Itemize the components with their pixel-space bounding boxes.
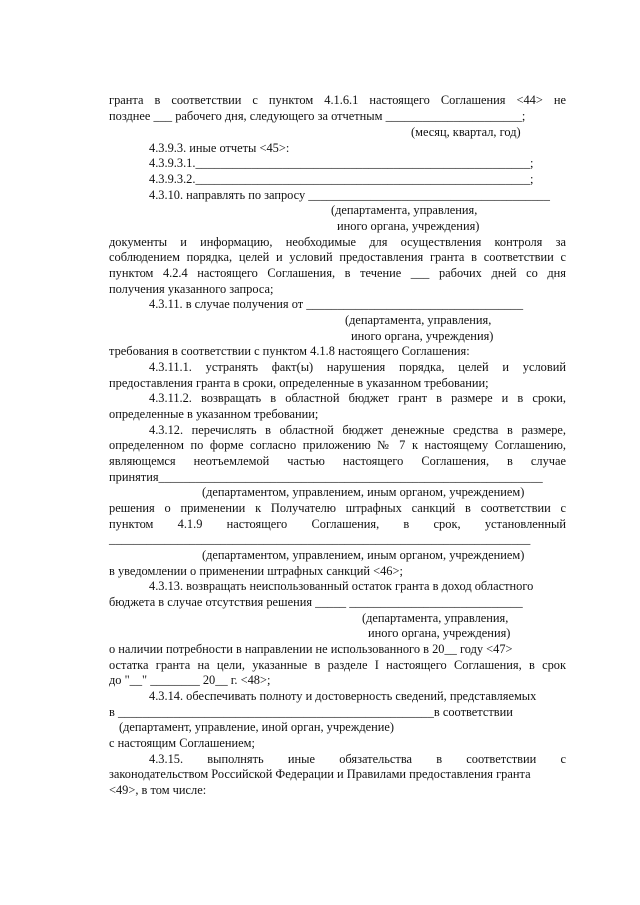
text-line: документы и информацию, необходимые для осуществления контроля за	[109, 235, 566, 249]
text-line: 4.3.14. обеспечивать полноту и достоверность сведений, представляемых	[149, 689, 537, 703]
text-line: пунктом 4.1.9 настоящего Соглашения, в срок, установленный	[109, 517, 566, 531]
text-line: с настоящим Соглашением;	[109, 736, 255, 750]
caption-line: (месяц, квартал, год)	[411, 125, 521, 139]
text-line: предоставления гранта в сроки, определенные в указанном требовании;	[109, 376, 489, 390]
text-line: 4.3.9.3.1.______________________________________________________;	[149, 156, 534, 170]
text-line: <49>, в том числе:	[109, 783, 207, 797]
caption-line: иного органа, учреждения)	[337, 219, 480, 233]
text-line: определенном по форме согласно приложению № 7 к настоящему Соглашению,	[109, 438, 566, 452]
caption-line: иного органа, учреждения)	[368, 626, 511, 640]
text-line: 4.3.15. выполнять иные обязательства в соответствии с	[149, 752, 566, 766]
text-line: остатка гранта на цели, указанные в разделе I настоящего Соглашения, в срок	[109, 658, 566, 672]
caption-line: (департамента, управления,	[362, 611, 509, 625]
caption-line: (департамента, управления,	[345, 313, 492, 327]
text-line: 4.3.13. возвращать неиспользованный остаток гранта в доход областного	[149, 579, 534, 593]
text-line: 4.3.11.1. устранять факт(ы) нарушения порядка, целей и условий	[149, 360, 566, 374]
caption-line: (департамент, управление, иной орган, учреждение)	[119, 720, 395, 734]
caption-line: (департаментом, управлением, иным органом, учреждением)	[202, 485, 525, 499]
text-line: бюджета в случае отсутствия решения _____ ____________________________	[109, 595, 523, 609]
text-line: позднее ___ рабочего дня, следующего за отчетным ______________________;	[109, 109, 526, 123]
text-line: соблюдением порядка, целей и условий предоставления гранта в соответствии с	[109, 250, 566, 264]
text-line: 4.3.12. перечислять в областной бюджет денежные средства в размере,	[149, 423, 566, 437]
text-line: требования в соответствии с пунктом 4.1.8 настоящего Соглашения:	[109, 344, 470, 358]
text-line: в уведомлении о применении штрафных санкций <46>;	[109, 564, 403, 578]
caption-line: (департаментом, управлением, иным органом, учреждением)	[202, 548, 525, 562]
text-line: гранта в соответствии с пунктом 4.1.6.1 настоящего Соглашения <44> не	[109, 93, 566, 107]
text-line: о наличии потребности в направлении не использованного в 20__ году <47>	[109, 642, 513, 656]
text-line: до "__" ________ 20__ г. <48>;	[109, 673, 271, 687]
text-line: получения указанного запроса;	[109, 282, 274, 296]
text-line: 4.3.10. направлять по запросу _______________________________________	[149, 188, 550, 202]
text-line: законодательством Российской Федерации и Правилами предоставления гранта	[109, 767, 531, 781]
text-line: ____________________________________________________________________	[109, 532, 531, 546]
text-line: пунктом 4.2.4 настоящего Соглашения, в течение ___ рабочих дней со дня	[109, 266, 566, 280]
text-line: принятия______________________________________________________________	[109, 470, 543, 484]
text-line: определенные в указанном требовании;	[109, 407, 319, 421]
caption-line: (департамента, управления,	[331, 203, 478, 217]
text-line: 4.3.9.3. иные отчеты <45>:	[149, 141, 290, 155]
text-line: являющемся неотъемлемой частью настоящего Соглашения, в случае	[109, 454, 566, 468]
text-line: 4.3.11. в случае получения от ___________________________________	[149, 297, 524, 311]
text-line: решения о применении к Получателю штрафных санкций в соответствии с	[109, 501, 566, 515]
text-line: в ___________________________________________________в соответствии	[109, 705, 513, 719]
text-line: 4.3.11.2. возвращать в областной бюджет грант в размере и в сроки,	[149, 391, 566, 405]
caption-line: иного органа, учреждения)	[351, 329, 494, 343]
text-line: 4.3.9.3.2.______________________________________________________;	[149, 172, 534, 186]
